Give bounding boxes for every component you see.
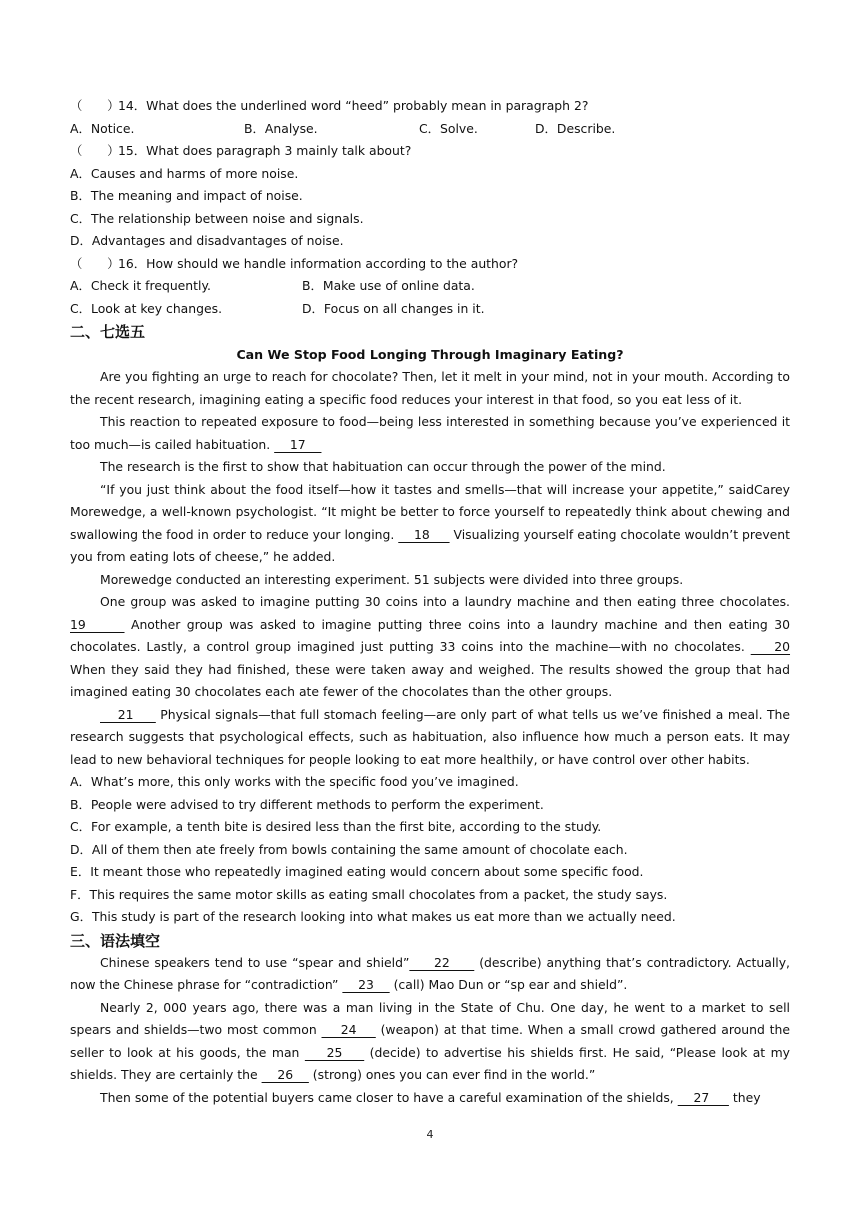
- question-stem: 15．What does paragraph 3 mainly talk about?: [118, 143, 412, 158]
- paragraph: [70, 704, 790, 772]
- option-c: C．Look at key changes.: [70, 300, 223, 316]
- paragraph-text: One group was asked to imagine putting 30 coins into a laundry machine and then eating three chocolates.: [100, 594, 790, 609]
- paragraph-text: Then some of the potential buyers came closer to have a careful examination of the shields,: [100, 1089, 678, 1105]
- question-stem: 16．How should we handle information according to the author?: [118, 255, 519, 271]
- passage-title: Can We Stop Food Longing Through Imaginary Eating?: [236, 347, 624, 362]
- option-b: B．The meaning and impact of noise.: [70, 188, 303, 203]
- document-page: [70, 95, 790, 1109]
- blank-23: 23: [342, 977, 390, 992]
- answer-paren: （ ）: [70, 143, 120, 158]
- question-16-options-row1: [70, 275, 790, 298]
- question-14-options: [70, 118, 790, 141]
- paragraph: Morewedge conducted an interesting experiment. 51 subjects were divided into three groups.: [100, 571, 684, 587]
- paragraph: Are you fighting an urge to reach for chocolate? Then, let it melt in your mind, not in your mouth. According to the recent research, imagining eating a specific food reduces your interest in that food, so you eat less of it.: [70, 369, 790, 407]
- paragraph-text: (weapon) at that time. When a small crowd gathered around the seller to look at his goods, the man: [70, 1022, 790, 1060]
- option-a: A．Causes and harms of more noise.: [70, 165, 299, 181]
- choice-f: F．This requires the same motor skills as eating small chocolates from a packet, the study says.: [70, 886, 668, 902]
- blank-20: 20: [750, 639, 791, 654]
- paragraph-text: they: [728, 1089, 761, 1105]
- answer-paren: （ ）: [70, 98, 120, 113]
- choice-g: G．This study is part of the research looking into what makes us eat more than we actually need.: [70, 909, 676, 924]
- option-b: B．Make use of online data.: [302, 278, 475, 293]
- paragraph: [70, 479, 790, 569]
- paragraph: [70, 1087, 790, 1110]
- blank-19: 19: [70, 616, 125, 632]
- blank-22: 22: [409, 954, 475, 970]
- section-heading: 二、七选五: [70, 323, 146, 341]
- paragraph: The research is the first to show that habituation can occur through the power of the mind.: [100, 459, 666, 474]
- paragraph-text: (describe) anything that’s contradictory. Actually, now the Chinese phrase for “contradiction”: [70, 954, 790, 992]
- option-a: A．Check it frequently.: [70, 278, 211, 293]
- paragraph-text: (call) Mao Dun or “sp ear and shield”.: [389, 977, 628, 992]
- paragraph-text: Another group was asked to imagine putting three coins into a laundry machine and then eating 30 chocolates. Lastly, a control group imagined just putting 33 coins into the machine—with no chocolates.: [70, 616, 790, 654]
- choice-e: E．It meant those who repeatedly imagined eating would concern about some specific food.: [70, 864, 644, 879]
- paragraph-text: Visualizing yourself eating chocolate wouldn’t prevent you from eating lots of cheese,” he added.: [70, 526, 790, 564]
- blank-25: 25: [304, 1044, 365, 1060]
- question-16-options-row2: [70, 298, 790, 321]
- choice-b: B．People were advised to try different methods to perform the experiment.: [70, 796, 544, 812]
- option-c: C．The relationship between noise and signals.: [70, 210, 364, 226]
- blank-27: 27: [677, 1089, 729, 1105]
- section-heading: 三、语法填空: [70, 931, 161, 950]
- blank-24: 24: [321, 1022, 376, 1037]
- paragraph: [70, 591, 790, 704]
- choice-d: D．All of them then ate freely from bowls containing the same amount of chocolate each.: [70, 841, 628, 857]
- paragraph: [70, 411, 790, 456]
- option-a: A．Notice.: [70, 120, 135, 136]
- answer-paren: （ ）: [70, 255, 120, 271]
- choice-c: C．For example, a tenth bite is desired less than the first bite, according to the study.: [70, 819, 602, 834]
- paragraph-text: Chinese speakers tend to use “spear and shield”: [100, 954, 410, 970]
- paragraph-text: “If you just think about the food itself—how it tastes and smells—that will increase your appetite,” saidCarey Morewedge, a well-known psychologist. “It might be better to force yourself to repeatedly think about chewing and swallowing the food in order to reduce your longing.: [70, 481, 790, 542]
- option-d: D．Focus on all changes in it.: [302, 300, 485, 316]
- blank-26: 26: [261, 1067, 309, 1082]
- blank-21: 21: [100, 706, 156, 722]
- option-d: D．Describe.: [535, 120, 616, 136]
- paragraph-text: Physical signals—that full stomach feeling—are only part of what tells us we’ve finished a meal. The research suggests that psychological effects, such as habituation, also influence how much a person eats. It may lead to new behavioral techniques for people looking to eat more healthily, or have control over other habits.: [70, 706, 791, 767]
- option-b: B．Analyse.: [244, 120, 318, 136]
- question-stem: 14．What does the underlined word “heed” probably mean in paragraph 2?: [118, 98, 589, 113]
- paragraph-text: (strong) ones you can ever find in the world.”: [308, 1067, 596, 1082]
- question-14: [70, 95, 790, 118]
- paragraph: [70, 952, 790, 997]
- question-16: [70, 253, 790, 276]
- question-15: [70, 140, 790, 163]
- page-number: 4: [426, 1128, 434, 1141]
- blank-18: 18: [398, 526, 450, 542]
- option-d: D．Advantages and disadvantages of noise.: [70, 233, 344, 248]
- paragraph-text: This reaction to repeated exposure to food—being less interested in something because you’ve experienced it too much—is cailed habituation.: [70, 414, 790, 452]
- option-c: C．Solve.: [419, 120, 478, 136]
- choice-a: A．What’s more, this only works with the specific food you’ve imagined.: [70, 774, 519, 789]
- paragraph-text: Nearly 2, 000 years ago, there was a man living in the State of Chu. One day, he went to a market to sell spears and shields—two most common: [70, 999, 790, 1037]
- blank-17: 17: [274, 436, 322, 452]
- paragraph-text: (decide) to advertise his shields first. He said, “Please look at my shields. They are certainly the: [70, 1044, 790, 1082]
- paragraph: [70, 997, 790, 1087]
- paragraph-text: When they said they had finished, these were taken away and weighed. The results showed the group that had imagined eating 30 chocolates each ate fewer of the chocolates than the other groups.: [70, 661, 790, 699]
